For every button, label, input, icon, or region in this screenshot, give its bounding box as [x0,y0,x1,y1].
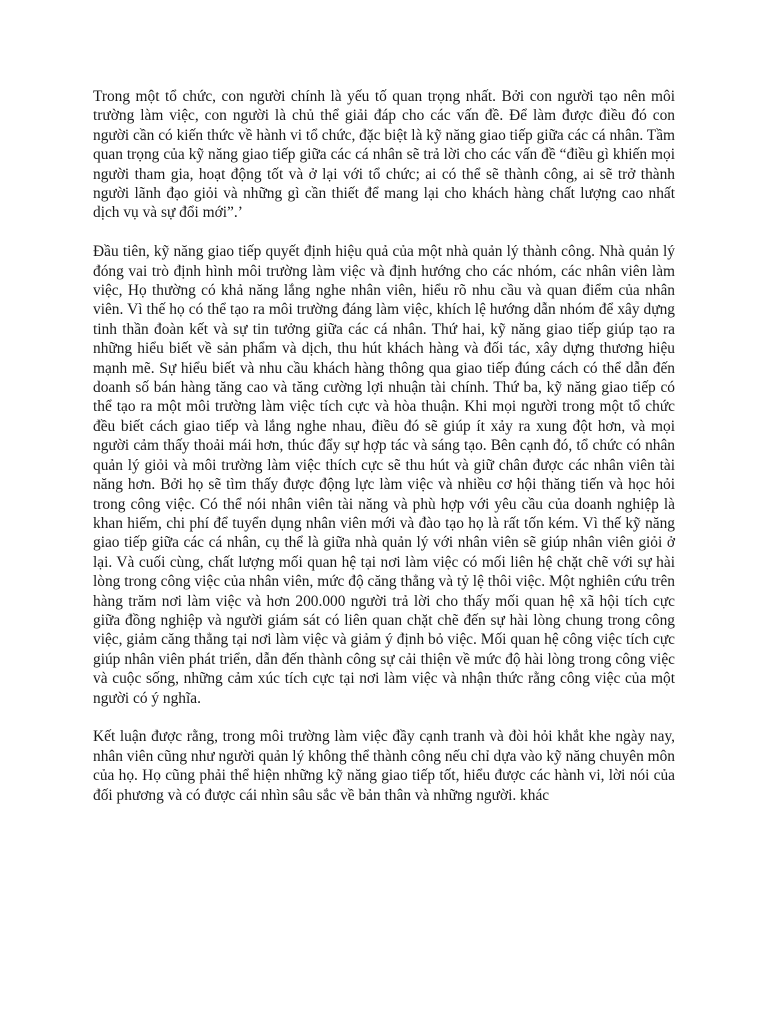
paragraph-intro: Trong một tổ chức, con người chính là yếu tố quan trọng nhất. Bởi con người tạo nên môi trường làm việc, con người là chủ thể giải đáp cho các vấn đề. Để làm được điều đó con người cần có kiến thức về hành vi tổ chức, đặc biệt là kỹ năng giao tiếp giữa các cá nhân. Tầm quan trọng của kỹ năng giao tiếp giữa các cá nhân sẽ trả lời cho các vấn đề “điều gì khiến mọi người tham gia, hoạt động tốt và ở lại với tổ chức; ai có thể sẽ thành công, ai sẽ trở thành người lãnh đạo giỏi và những gì cần thiết để mang lại cho khách hàng chất lượng cao nhất dịch vụ và sự đổi mới”.’ [93,88,675,222]
paragraph-body: Đầu tiên, kỹ năng giao tiếp quyết định hiệu quả của một nhà quản lý thành công. Nhà quản lý đóng vai trò định hình môi trường làm việc và định hướng cho các nhóm, các nhân viên làm việc, Họ thường có khả năng lắng nghe nhân viên, hiểu rõ nhu cầu và quan điểm của nhân viên. Vì thế họ có thể tạo ra môi trường đáng làm việc, khích lệ hướng dẫn nhóm để xây dựng tinh thần đoàn kết và sự tin tưởng giữa các cá nhân. Thứ hai, kỹ năng giao tiếp giúp tạo ra những hiểu biết về sản phẩm và dịch, thu hút khách hàng và đối tác, xây dựng thương hiệu mạnh mẽ. Sự hiểu biết và nhu cầu khách hàng thông qua giao tiếp đúng cách có thể dẫn đến doanh số bán hàng tăng cao và tăng cường lợi nhuận tài chính. Thứ ba, kỹ năng giao tiếp có thể tạo ra một môi trường làm việc tích cực và hòa thuận. Khi mọi người trong một tổ chức đều biết cách giao tiếp và lắng nghe nhau, điều đó sẽ giúp ít xảy ra xung đột hơn, và mọi người cảm thấy thoải mái hơn, thúc đẩy sự hợp tác và sáng tạo. Bên cạnh đó, tổ chức có nhân quản lý giỏi và môi trường làm việc thích cực sẽ thu hút và giữ chân được các nhân viên tài năng hơn. Bởi họ sẽ tìm thấy được động lực làm việc và nhiều cơ hội thăng tiến và học hỏi trong công việc. Có thể nói nhân viên tài năng và phù hợp với yêu cầu của doanh nghiệp là khan hiếm, chi phí để tuyển dụng nhân viên mới và đào tạo họ là rất tốn kém. Vì thế kỹ năng giao tiếp giữa các cá nhân, cụ thể là giữa nhà quản lý với nhân viên sẽ giúp nhân viên giỏi ở lại. Và cuối cùng, chất lượng mối quan hệ tại nơi làm việc có mối liên hệ chặt chẽ với sự hài lòng trong công việc của nhân viên, mức độ căng thẳng và tỷ lệ thôi việc. Một nghiên cứu trên hàng trăm nơi làm việc và hơn 200.000 người trả lời cho thấy mối quan hệ xã hội tích cực giữa đồng nghiệp và người giám sát có liên quan chặt chẽ đến sự hài lòng chung trong công việc, giảm căng thẳng tại nơi làm việc và giảm ý định bỏ việc. Mối quan hệ công việc tích cực giúp nhân viên phát triển, dẫn đến thành công sự cải thiện về mức độ hài lòng trong công việc và cuộc sống, những cảm xúc tích cực tại nơi làm việc và nhận thức rằng công việc của một người có ý nghĩa. [93,243,675,707]
paragraph-conclusion: Kết luận được rằng, trong môi trường làm việc đầy cạnh tranh và đòi hỏi khắt khe ngày nay, nhân viên cũng như người quản lý không thể thành công nếu chỉ dựa vào kỹ năng chuyên môn của họ. Họ cũng phải thể hiện những kỹ năng giao tiếp tốt, hiểu được các hành vi, lời nói của đối phương và có được cái nhìn sâu sắc về bản thân và những người. khác [93,728,675,804]
document-body [93,87,675,824]
